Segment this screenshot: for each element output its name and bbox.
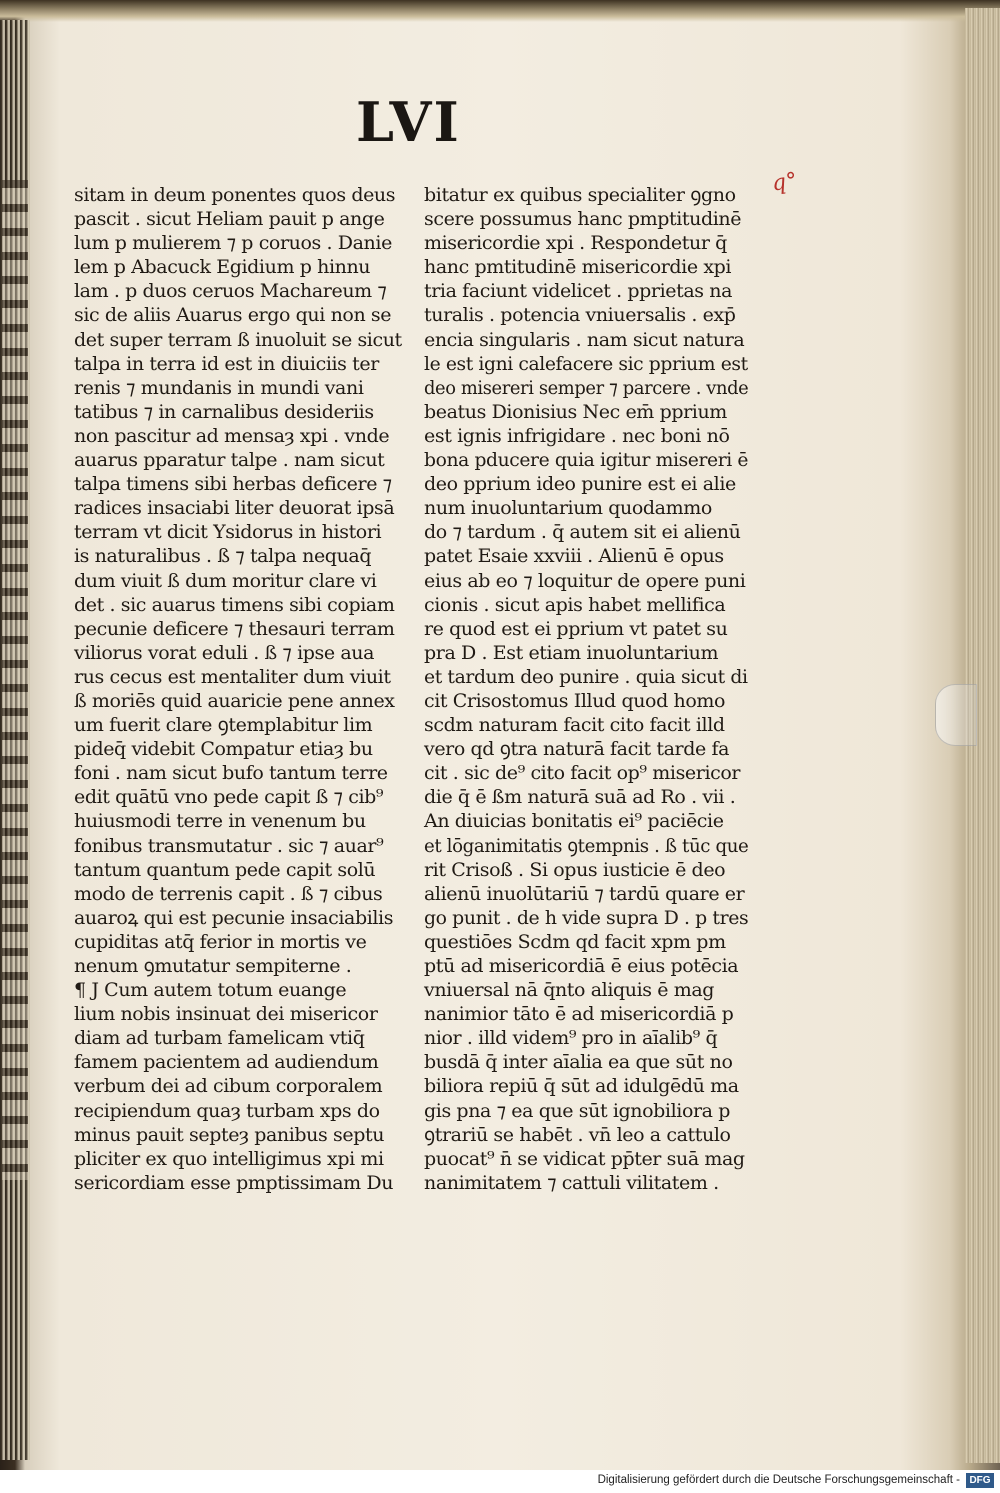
text-line: sic de aliis Auarus ergo qui non se — [74, 304, 392, 327]
text-line: nenum ꝯmutatur sempiterne . — [74, 955, 352, 977]
dfg-logo: DFG — [966, 1473, 994, 1488]
book-top-edge — [0, 0, 1000, 22]
text-line: bona pducere quia igitur misereri ē — [424, 449, 749, 472]
facing-page-text-bleed — [2, 180, 28, 1180]
text-line: busdā q̄ inter aīalia ea que sūt no — [424, 1051, 733, 1074]
text-line: hanc pmtitudinē misericordie xpi — [424, 256, 732, 279]
text-line: deo misereri semper ⁊ parcere . vnde — [424, 376, 749, 399]
text-line: do ⁊ tardum . q̄ autem sit ei alienū — [424, 521, 741, 544]
text-line: et lōganimitatis ꝯtempnis . ß tūc que — [424, 834, 749, 857]
text-line: verbum dei ad cibum corporalem — [74, 1075, 383, 1098]
text-line: gis pna ⁊ ea que sūt ignobiliora p — [424, 1099, 730, 1122]
text-line: cit Crisostomus Illud quod homo — [424, 689, 726, 712]
text-line: auarus pparatur talpe . nam sicut — [74, 449, 385, 472]
text-line: sericordiam esse pmptissimam Du — [74, 1171, 394, 1194]
text-line: ¶ J Cum autem totum euange — [74, 979, 347, 1002]
text-line: encia singularis . nam sicut natura — [424, 328, 745, 351]
text-line: puocat⁹ n̄ se vidicat pp̄ter suā mag — [424, 1147, 745, 1170]
text-line: talpa timens sibi herbas deficere ⁊ — [74, 473, 392, 496]
text-line: pideq̄ videbit Compatur etiaȝ bu — [74, 738, 373, 761]
text-line: alienū inuolūtariū ⁊ tardū quare er — [424, 882, 745, 905]
text-line: est ignis infrigidare . nec boni nō — [424, 424, 730, 447]
text-line: famem pacientem ad audiendum — [74, 1051, 379, 1074]
text-line: vero qd ꝯtra naturā facit tarde fa — [424, 738, 730, 761]
text-line: le est igni calefacere sic pprium est — [424, 352, 748, 375]
text-line: foni . nam sicut bufo tantum terre — [74, 762, 388, 785]
text-line: lem p Abacuck Egidium p hinnu — [74, 256, 371, 279]
text-line: An diuicias bonitatis ei⁹ paciēcie — [424, 810, 724, 833]
text-line: vniuersal nā q̄nto aliquis ē mag — [424, 979, 715, 1002]
text-line: ptū ad misericordiā ē eius potēcia — [424, 955, 739, 977]
left-text-column — [74, 183, 402, 1195]
text-line: nior . illd videm⁹ pro in aīalib⁹ q̄ — [424, 1027, 718, 1050]
text-line: beatus Dionisius Nec em̄ pprium — [424, 400, 727, 423]
text-line: fonibus transmutatur . sic ⁊ auar⁹ — [74, 834, 384, 857]
text-line: non pascitur ad mensaȝ xpi . vnde — [74, 424, 390, 447]
text-line: ß moriēs quid auaricie pene annex — [74, 689, 395, 712]
text-line: scdm naturam facit cito facit illd — [424, 714, 725, 737]
text-line: edit quātū vno pede capit ß ⁊ cib⁹ — [74, 786, 384, 809]
text-line: eius ab eo ⁊ loquitur de opere puni — [424, 569, 746, 592]
text-line: re quod est ei pprium vt patet su — [424, 617, 728, 640]
text-line: pra D . Est etiam inuoluntarium — [424, 641, 719, 664]
text-line: dum viuit ß dum moritur clare vi — [74, 569, 377, 592]
text-line: modo de terrenis capit . ß ⁊ cibus — [74, 882, 383, 905]
margin-note: q° — [770, 168, 799, 197]
text-line: tantum quantum pede capit solū — [74, 858, 376, 881]
text-line: scere possumus hanc pmptitudinē — [424, 208, 742, 231]
text-line: auaroꝝ qui est pecunie insaciabilis — [74, 906, 394, 929]
text-line: nanimitatem ⁊ cattuli vilitatem . — [424, 1171, 719, 1194]
text-line: nanimior tāto ē ad misericordiā p — [424, 1003, 734, 1026]
text-line: pecunie deficere ⁊ thesauri terram — [74, 617, 395, 640]
text-line: patet Esaie xxviii . Alienū ē opus — [424, 545, 724, 568]
page-clip — [935, 684, 977, 746]
text-line: num inuoluntarium quodammo — [424, 497, 712, 520]
text-line: um fuerit clare ꝯtemplabitur lim — [74, 714, 373, 737]
funding-credit: Digitalisierung gefördert durch die Deutsche Forschungsgemeinschaft - — [597, 1474, 960, 1486]
text-line: terram vt dicit Ysidorus in histori — [74, 521, 382, 544]
folio-number: LVI — [356, 90, 461, 154]
text-line: misericordie xpi . Respondetur q̄ — [424, 232, 727, 255]
text-line: go punit . de h vide supra D . p tres — [424, 906, 749, 929]
text-line: questiōes Scdm qd facit xpm pm — [424, 930, 726, 953]
text-line: cit . sic de⁹ cito facit op⁹ misericor — [424, 762, 741, 785]
text-line: tatibus ⁊ in carnalibus desideriis — [74, 400, 374, 423]
text-line: et tardum deo punire . quia sicut di — [424, 665, 748, 688]
text-line: ꝯtrariū se habēt . vn̄ leo a cattulo — [424, 1123, 731, 1146]
text-line: lum p mulierem ⁊ p coruos . Danie — [74, 232, 392, 255]
footer-bar — [0, 1470, 1000, 1493]
text-line: diam ad turbam famelicam vtiq̄ — [74, 1027, 365, 1050]
text-line: die q̄ ē ßm naturā suā ad Ro . vii . — [424, 786, 736, 809]
text-line: deo pprium ideo punire est ei alie — [424, 473, 736, 496]
text-line: rit Crisoß . Si opus iusticie ē deo — [424, 858, 726, 881]
text-line: recipiendum quaȝ turbam xps do — [74, 1099, 380, 1122]
text-line: turalis . potencia vniuersalis . exp̄ — [424, 304, 736, 327]
text-line: det super terram ß inuoluit se sicut — [74, 328, 402, 351]
text-line: sitam in deum ponentes quos deus — [74, 184, 396, 206]
text-line: rus cecus est mentaliter dum viuit — [74, 665, 391, 688]
text-line: is naturalibus . ß ⁊ talpa nequaq̄ — [74, 545, 372, 568]
text-line: biliora repiū q̄ sūt ad idulgēdū ma — [424, 1075, 739, 1098]
text-line: huiusmodi terre in venenum bu — [74, 810, 366, 833]
right-text-column — [424, 183, 748, 1195]
text-line: renis ⁊ mundanis in mundi vani — [74, 376, 364, 399]
text-line: det . sic auarus timens sibi copiam — [74, 593, 395, 616]
text-line: lam . p duos ceruos Machareum ⁊ — [74, 280, 387, 303]
text-line: minus pauit septeȝ panibus septu — [74, 1123, 385, 1146]
text-line: viliorus vorat eduli . ß ⁊ ipse aua — [74, 641, 375, 664]
text-line: cupiditas atq̄ ferior in mortis ve — [74, 930, 367, 953]
text-line: tria faciunt videlicet . pprietas na — [424, 280, 733, 303]
text-line: pliciter ex quo intelligimus xpi mi — [74, 1147, 384, 1170]
text-line: lium nobis insinuat dei misericor — [74, 1003, 378, 1026]
text-line: bitatur ex quibus specialiter ꝯgno — [424, 184, 736, 206]
text-line: radices insaciabi liter deuorat ipsā — [74, 497, 395, 520]
text-line: pascit . sicut Heliam pauit p ange — [74, 208, 385, 231]
text-line: talpa in terra id est in diuiciis ter — [74, 352, 379, 375]
text-line: cionis . sicut apis habet mellifica — [424, 593, 726, 616]
